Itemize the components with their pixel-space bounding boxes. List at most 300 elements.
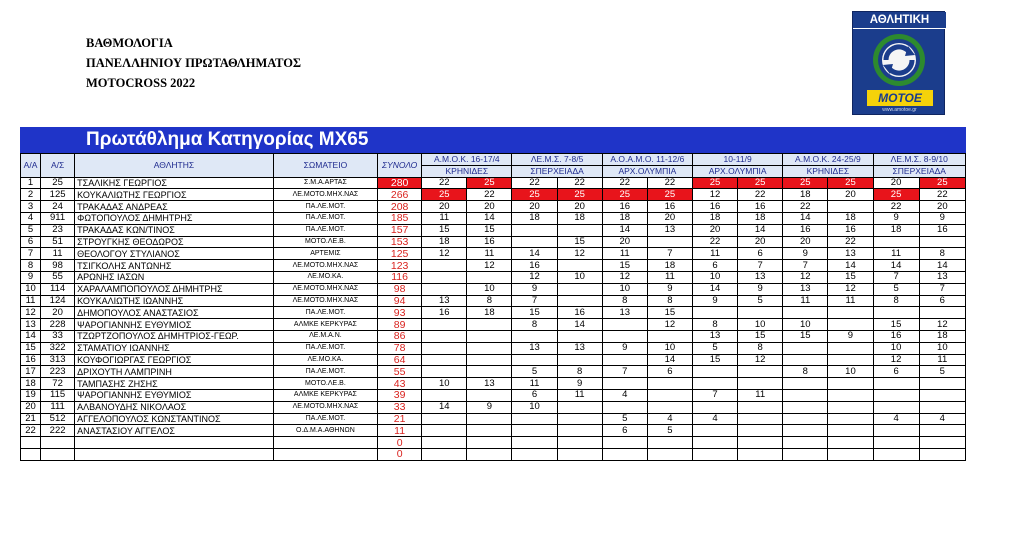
cell-points: 12 (557, 248, 602, 260)
cell-rider (75, 448, 274, 460)
cell-points (738, 378, 783, 390)
table-row (21, 307, 966, 319)
cell-club: ΛΕ.ΜΟΤΟ.ΜΗΧ.ΝΑΣ (273, 189, 377, 201)
cell-points: 15 (873, 319, 919, 331)
cell-points: 12 (467, 260, 512, 272)
cell-points (422, 413, 467, 425)
cell-points: 8 (873, 295, 919, 307)
cell-points: 14 (738, 224, 783, 236)
cell-points: 12 (602, 271, 647, 283)
cell-points (692, 378, 737, 390)
cell-points (692, 448, 737, 460)
cell-club: ΛΕ.ΜΟΤΟ.ΜΗΧ.ΝΑΣ (273, 295, 377, 307)
cell-points: 25 (557, 189, 602, 201)
cell-points (422, 389, 467, 401)
cell-points: 22 (873, 201, 919, 213)
cell-points (602, 437, 647, 449)
cell-club: ΠΑ.ΛΕ.ΜΟΤ. (273, 224, 377, 236)
cell-points: 25 (692, 177, 737, 189)
round-2-place: ΣΠΕΡΧΕΙΑΔΑ (512, 165, 602, 177)
cell-num: 51 (41, 236, 75, 248)
table-row (21, 330, 966, 342)
cell-points (467, 330, 512, 342)
table-row (21, 201, 966, 213)
logo-word: MOTOE (867, 90, 933, 106)
cell-points (783, 378, 828, 390)
cell-rider: ΣΤΡΟΥΓΚΗΣ ΘΕΟΔΩΡΟΣ (75, 236, 274, 248)
cell-points: 20 (919, 201, 965, 213)
col-header-num: Α/Σ (41, 154, 75, 178)
cell-points: 5 (919, 366, 965, 378)
cell-club: ΠΑ.ΛΕ.ΜΟΤ. (273, 366, 377, 378)
cell-points: 4 (647, 413, 692, 425)
cell-points: 16 (422, 307, 467, 319)
table-row (21, 236, 966, 248)
table-row (21, 319, 966, 331)
cell-rider: ΤΣΑΛΙΚΗΣ ΓΕΩΡΓΙΟΣ (75, 177, 274, 189)
cell-points: 8 (738, 342, 783, 354)
cell-club: ΛΕ.ΜΟΤΟ.ΜΗΧ.ΝΑΣ (273, 283, 377, 295)
cell-pos: 4 (21, 212, 41, 224)
cell-pos: 12 (21, 307, 41, 319)
cell-points (783, 437, 828, 449)
cell-points (828, 413, 873, 425)
cell-points: 15 (647, 307, 692, 319)
round-6-place: ΣΠΕΡΧΕΙΑΔΑ (873, 165, 965, 177)
cell-rider: ΑΡΩΝΗΣ ΙΑΣΩΝ (75, 271, 274, 283)
round-4-date: 10-11/9 (692, 154, 782, 166)
cell-points: 22 (512, 177, 557, 189)
cell-pos: 8 (21, 260, 41, 272)
header-line-3: MOTOCROSS 2022 (86, 76, 196, 90)
cell-points (919, 236, 965, 248)
cell-points (602, 330, 647, 342)
cell-points: 12 (422, 248, 467, 260)
cell-points: 10 (647, 342, 692, 354)
cell-points: 16 (783, 224, 828, 236)
cell-num: 512 (41, 413, 75, 425)
cell-points: 12 (647, 319, 692, 331)
cell-points: 11 (557, 389, 602, 401)
cell-points: 20 (602, 236, 647, 248)
cell-total: 94 (378, 295, 422, 307)
cell-points: 13 (602, 307, 647, 319)
cell-points (422, 354, 467, 366)
cell-points: 10 (692, 271, 737, 283)
cell-points (467, 448, 512, 460)
cell-points (873, 425, 919, 437)
cell-points (512, 330, 557, 342)
cell-rider: ΨΑΡΟΓΙΑΝΝΗΣ ΕΥΘΥΜΙΟΣ (75, 389, 274, 401)
cell-total: 78 (378, 342, 422, 354)
cell-points: 22 (919, 189, 965, 201)
cell-points: 25 (602, 189, 647, 201)
cell-points (602, 378, 647, 390)
cell-points (828, 354, 873, 366)
cell-points (422, 271, 467, 283)
cell-points: 9 (647, 283, 692, 295)
cell-points (828, 378, 873, 390)
cell-points (422, 425, 467, 437)
cell-points: 8 (919, 248, 965, 260)
cell-points (647, 437, 692, 449)
cell-points (467, 413, 512, 425)
cell-points (919, 389, 965, 401)
cell-points: 20 (738, 236, 783, 248)
round-4-place: ΑΡΧ.ΟΛΥΜΠΙΑ (692, 165, 782, 177)
cell-points (557, 295, 602, 307)
cell-pos: 7 (21, 248, 41, 260)
cell-points: 13 (828, 248, 873, 260)
cell-points (647, 401, 692, 413)
cell-points (873, 389, 919, 401)
cell-points (422, 330, 467, 342)
cell-points (828, 307, 873, 319)
cell-num: 20 (41, 307, 75, 319)
cell-pos: 19 (21, 389, 41, 401)
cell-points (557, 437, 602, 449)
cell-rider: ΚΟΥΚΑΛΙΩΤΗΣ ΓΕΩΡΓΙΟΣ (75, 189, 274, 201)
cell-points (919, 307, 965, 319)
cell-num: 313 (41, 354, 75, 366)
cell-points: 12 (783, 271, 828, 283)
cell-points: 22 (557, 177, 602, 189)
table-row (21, 212, 966, 224)
cell-points (828, 425, 873, 437)
cell-total: 98 (378, 283, 422, 295)
cell-total: 266 (378, 189, 422, 201)
cell-points (919, 425, 965, 437)
cell-points: 11 (512, 378, 557, 390)
cell-points: 10 (738, 319, 783, 331)
table-row (21, 260, 966, 272)
cell-points (422, 319, 467, 331)
cell-total: 64 (378, 354, 422, 366)
cell-points (692, 307, 737, 319)
cell-points: 8 (557, 366, 602, 378)
cell-pos: 17 (21, 366, 41, 378)
cell-points: 20 (692, 224, 737, 236)
cell-points: 14 (467, 212, 512, 224)
cell-points (873, 401, 919, 413)
cell-num: 124 (41, 295, 75, 307)
cell-points: 22 (647, 177, 692, 189)
table-row (21, 413, 966, 425)
cell-total: 0 (378, 437, 422, 449)
cell-pos: 1 (21, 177, 41, 189)
cell-points (467, 425, 512, 437)
cell-points: 25 (467, 177, 512, 189)
cell-points: 14 (422, 401, 467, 413)
cell-num: 33 (41, 330, 75, 342)
cell-rider: ΨΑΡΟΓΙΑΝΝΗΣ ΕΥΘΥΜΙΟΣ (75, 319, 274, 331)
cell-points: 11 (647, 271, 692, 283)
cell-points (557, 224, 602, 236)
cell-points: 16 (828, 224, 873, 236)
header-row (21, 154, 966, 166)
cell-total: 157 (378, 224, 422, 236)
cell-rider: ΧΑΡΑΛΑΜΠΟΠΟΥΛΟΣ ΔΗΜΗΤΡΗΣ (75, 283, 274, 295)
cell-points: 11 (738, 389, 783, 401)
cell-club: ΠΑ.ΛΕ.ΜΟΤ. (273, 307, 377, 319)
cell-points (467, 319, 512, 331)
cell-club: ΛΕ.ΜΟΤΟ.ΜΗΧ.ΝΑΣ (273, 260, 377, 272)
cell-points: 13 (692, 330, 737, 342)
cell-points: 6 (873, 366, 919, 378)
cell-points: 16 (692, 201, 737, 213)
cell-rider: ΔΡΙΧΟΥΤΗ ΛΑΜΠΡΙΝΗ (75, 366, 274, 378)
cell-points: 11 (422, 212, 467, 224)
cell-points (467, 437, 512, 449)
cell-points: 25 (783, 177, 828, 189)
cell-points (512, 413, 557, 425)
cell-points: 13 (919, 271, 965, 283)
cell-pos: 14 (21, 330, 41, 342)
cell-points (828, 401, 873, 413)
cell-total: 116 (378, 271, 422, 283)
col-header-pos: Α/Α (21, 154, 41, 178)
cell-points: 20 (828, 189, 873, 201)
cell-points (647, 236, 692, 248)
table-row (21, 271, 966, 283)
cell-points (557, 425, 602, 437)
cell-points: 22 (467, 189, 512, 201)
cell-points: 18 (828, 212, 873, 224)
cell-points: 12 (738, 354, 783, 366)
cell-points: 10 (422, 378, 467, 390)
table-row (21, 189, 966, 201)
cell-points: 12 (512, 271, 557, 283)
cell-points (557, 330, 602, 342)
cell-points: 18 (873, 224, 919, 236)
cell-points (422, 260, 467, 272)
table-row (21, 401, 966, 413)
cell-total: 185 (378, 212, 422, 224)
cell-points: 6 (602, 425, 647, 437)
cell-num: 911 (41, 212, 75, 224)
cell-points: 9 (828, 330, 873, 342)
cell-points (828, 201, 873, 213)
round-5-date: Α.Μ.Ο.Κ. 24-25/9 (783, 154, 873, 166)
cell-points: 11 (873, 248, 919, 260)
cell-points (647, 378, 692, 390)
cell-num: 25 (41, 177, 75, 189)
cell-points: 7 (783, 260, 828, 272)
cell-points (873, 437, 919, 449)
cell-points: 14 (919, 260, 965, 272)
cell-points (919, 448, 965, 460)
cell-points (602, 448, 647, 460)
cell-num: 24 (41, 201, 75, 213)
cell-rider: ΑΛΒΑΝΟΥΔΗΣ ΝΙΚΟΛΑΟΣ (75, 401, 274, 413)
cell-points: 5 (738, 295, 783, 307)
cell-points (738, 448, 783, 460)
document-header (86, 33, 301, 93)
cell-points: 14 (692, 283, 737, 295)
cell-points: 9 (467, 401, 512, 413)
cell-rider: ΚΟΥΚΑΛΙΩΤΗΣ ΙΩΑΝΝΗΣ (75, 295, 274, 307)
cell-points: 7 (602, 366, 647, 378)
cell-points (602, 401, 647, 413)
cell-points: 16 (467, 236, 512, 248)
cell-club: ΛΕ.ΜΟ.ΚΑ. (273, 271, 377, 283)
cell-points (467, 366, 512, 378)
cell-rider: ΤΖΩΡΤΖΟΠΟΥΛΟΣ ΔΗΜΗΤΡΙΟΣ-ΓΕΩΡ. (75, 330, 274, 342)
cell-points: 7 (919, 283, 965, 295)
cell-rider: ΔΗΜΟΠΟΥΛΟΣ ΑΝΑΣΤΑΣΙΟΣ (75, 307, 274, 319)
cell-points: 22 (738, 189, 783, 201)
cell-points: 15 (692, 354, 737, 366)
cell-points (512, 354, 557, 366)
cell-points: 18 (467, 307, 512, 319)
cell-points: 9 (783, 248, 828, 260)
cell-total: 86 (378, 330, 422, 342)
cell-points: 22 (602, 177, 647, 189)
cell-points: 13 (467, 378, 512, 390)
table-row (21, 425, 966, 437)
cell-num: 228 (41, 319, 75, 331)
cell-points (557, 260, 602, 272)
cell-points (692, 366, 737, 378)
cell-points: 13 (647, 224, 692, 236)
cell-rider: ΤΣΙΓΚΟΛΗΣ ΑΝΤΩΝΗΣ (75, 260, 274, 272)
cell-points: 20 (557, 201, 602, 213)
cell-points: 20 (647, 212, 692, 224)
cell-total: 39 (378, 389, 422, 401)
cell-points: 15 (783, 330, 828, 342)
cell-points: 14 (602, 224, 647, 236)
cell-rider: ΚΟΥΦΟΓΙΩΡΓΑΣ ΓΕΩΡΓΙΟΣ (75, 354, 274, 366)
cell-total: 0 (378, 448, 422, 460)
cell-points (422, 437, 467, 449)
cell-rider: ΣΤΑΜΑΤΙΟΥ ΙΩΑΝΝΗΣ (75, 342, 274, 354)
cell-points: 4 (692, 413, 737, 425)
cell-total: 21 (378, 413, 422, 425)
cell-points: 18 (647, 260, 692, 272)
cell-points (467, 342, 512, 354)
cell-points: 18 (692, 212, 737, 224)
table-row (21, 248, 966, 260)
cell-club: ΑΛΜΚΕ ΚΕΡΚΥΡΑΣ (273, 319, 377, 331)
cell-points (738, 307, 783, 319)
cell-points (512, 236, 557, 248)
cell-points: 6 (738, 248, 783, 260)
cell-total: 123 (378, 260, 422, 272)
cell-points: 9 (557, 378, 602, 390)
cell-points: 25 (919, 177, 965, 189)
cell-club (273, 448, 377, 460)
cell-points: 20 (783, 236, 828, 248)
cell-num: 98 (41, 260, 75, 272)
cell-rider: ΘΕΟΛΟΓΟΥ ΣΤΥΛΙΑΝΟΣ (75, 248, 274, 260)
cell-points: 9 (692, 295, 737, 307)
cell-points (467, 271, 512, 283)
cell-points: 14 (647, 354, 692, 366)
round-1-place: ΚΡΗΝΙΔΕΣ (422, 165, 512, 177)
cell-points: 15 (467, 224, 512, 236)
cell-points (783, 413, 828, 425)
cell-total: 43 (378, 378, 422, 390)
table-row (21, 389, 966, 401)
cell-points (647, 330, 692, 342)
cell-points (422, 283, 467, 295)
cell-rider: ΤΡΑΚΑΔΑΣ ΚΩΝ/ΤΙΝΟΣ (75, 224, 274, 236)
col-header-total: ΣΥΝΟΛΟ (378, 154, 422, 178)
cell-points (557, 413, 602, 425)
standings-body (21, 177, 966, 460)
cell-rider: ΤΑΜΠΑΣΗΣ ΖΗΣΗΣ (75, 378, 274, 390)
cell-points (692, 401, 737, 413)
cell-points (422, 366, 467, 378)
cell-points: 7 (738, 260, 783, 272)
cell-pos: 2 (21, 189, 41, 201)
cell-points: 7 (512, 295, 557, 307)
cell-points: 7 (692, 389, 737, 401)
cell-points: 15 (557, 236, 602, 248)
cell-points (783, 389, 828, 401)
cell-points: 10 (557, 271, 602, 283)
cell-points (738, 401, 783, 413)
logo-url: www.amotoe.gr (882, 107, 917, 113)
cell-total: 89 (378, 319, 422, 331)
cell-points: 12 (873, 354, 919, 366)
cell-points (783, 342, 828, 354)
cell-points: 5 (602, 413, 647, 425)
table-row (21, 354, 966, 366)
cell-points (828, 342, 873, 354)
cell-points: 20 (512, 201, 557, 213)
cell-points: 25 (422, 189, 467, 201)
cell-points (783, 401, 828, 413)
cell-points (467, 389, 512, 401)
cell-points: 14 (512, 248, 557, 260)
federation-logo (852, 11, 945, 115)
cell-pos: 16 (21, 354, 41, 366)
cell-points (783, 448, 828, 460)
cell-points: 25 (738, 177, 783, 189)
table-row (21, 283, 966, 295)
round-5-place: ΚΡΗΝΙΔΕΣ (783, 165, 873, 177)
cell-points: 10 (828, 366, 873, 378)
cell-points: 16 (602, 201, 647, 213)
cell-points: 8 (783, 366, 828, 378)
cell-points: 13 (512, 342, 557, 354)
cell-points (647, 448, 692, 460)
table-row (21, 378, 966, 390)
table-row (21, 437, 966, 449)
cell-points: 9 (873, 212, 919, 224)
cell-points (647, 389, 692, 401)
cell-points: 18 (557, 212, 602, 224)
cell-points (919, 437, 965, 449)
cell-club: ΜΟΤΟ.ΛΕ.Β. (273, 378, 377, 390)
cell-club: ΛΕ.ΜΟΤΟ.ΜΗΧ.ΝΑΣ (273, 401, 377, 413)
cell-points (873, 378, 919, 390)
cell-points (828, 437, 873, 449)
table-row (21, 224, 966, 236)
cell-points: 16 (647, 201, 692, 213)
cell-points (873, 307, 919, 319)
cell-points: 14 (873, 260, 919, 272)
championship-title: Πρωτάθλημα Κατηγορίας MX65 (20, 127, 966, 153)
cell-num: 114 (41, 283, 75, 295)
cell-points: 25 (512, 189, 557, 201)
logo-top-text: ΑΘΛΗΤΙΚΗ (853, 12, 946, 29)
cell-points (919, 378, 965, 390)
cell-points: 16 (557, 307, 602, 319)
table-row (21, 177, 966, 189)
cell-points: 20 (467, 201, 512, 213)
